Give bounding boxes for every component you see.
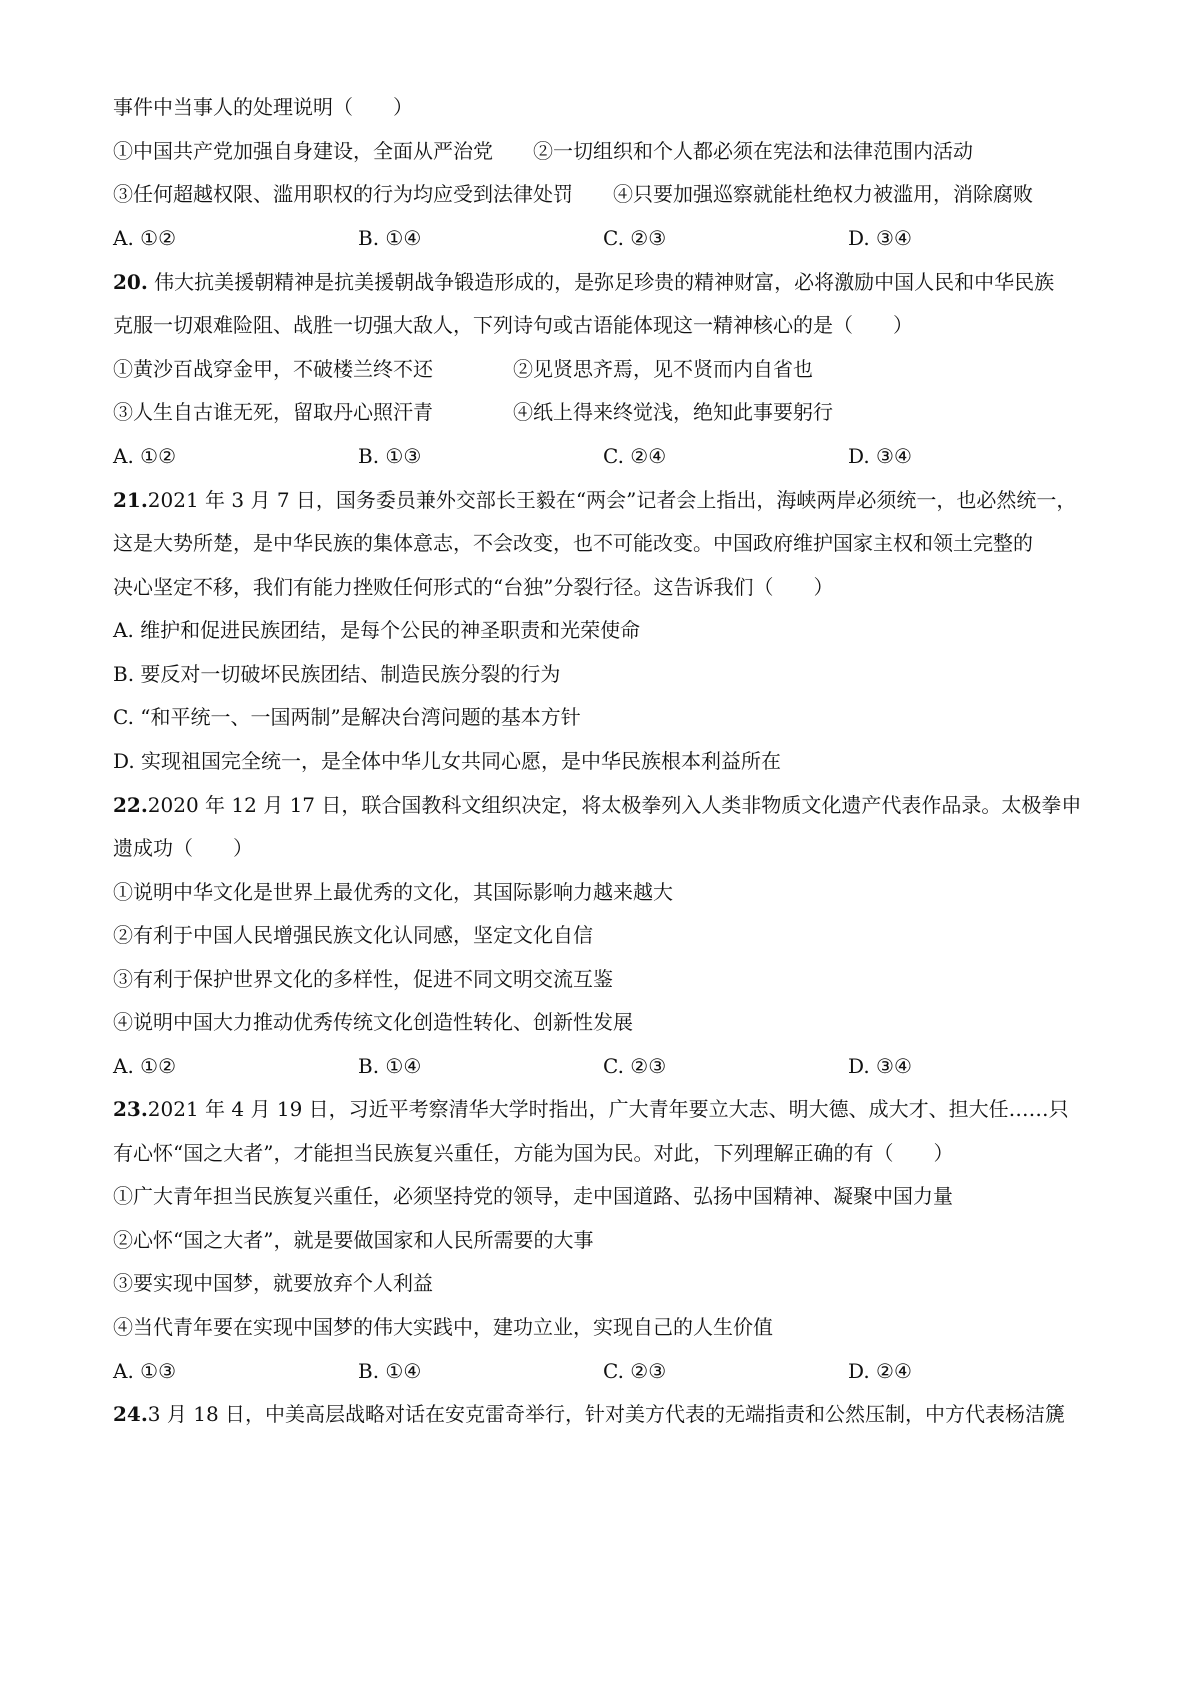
q23-statement-1: ①广大青年担当民族复兴重任，必须坚持党的领导，走中国道路、弘扬中国精神、凝聚中国力量 <box>113 1184 953 1208</box>
q23-option-b[interactable]: B. ①④ <box>358 1359 422 1383</box>
q21-option-c[interactable]: C. “和平统一、一国两制”是解决台湾问题的基本方针 <box>113 705 581 729</box>
q22-stem-line-1 <box>113 790 1104 820</box>
q20-stem-line-1 <box>113 267 1104 297</box>
q22-text: 2020 年 12 月 17 日，联合国教科文组织决定，将太极拳列入人类非物质文化遗产代表作品录。太极拳申 <box>147 793 1082 817</box>
q22-statement-1: ①说明中华文化是世界上最优秀的文化，其国际影响力越来越大 <box>113 880 673 904</box>
q19-options <box>113 223 1104 253</box>
q21-number: 21. <box>113 488 148 512</box>
q22-number: 22. <box>113 793 148 817</box>
q19-statements-3-4: ③任何超越权限、滥用职权的行为均应受到法律处罚 ④只要加强巡察就能杜绝权力被滥用，消除腐败 <box>113 182 1033 206</box>
q19-stem-continuation: 事件中当事人的处理说明（ ） <box>113 95 413 119</box>
q22-statement-2: ②有利于中国人民增强民族文化认同感，坚定文化自信 <box>113 923 593 947</box>
q20-option-c[interactable]: C. ②④ <box>603 444 667 468</box>
q21-option-b[interactable]: B. 要反对一切破坏民族团结、制造民族分裂的行为 <box>113 662 561 686</box>
q21-stem-line-2: 这是大势所楚，是中华民族的集体意志，不会改变，也不可能改变。中国政府维护国家主权和领土完整的 <box>113 531 1033 555</box>
q20-options <box>113 441 1104 471</box>
q21-option-d[interactable]: D. 实现祖国完全统一，是全体中华儿女共同心愿，是中华民族根本利益所在 <box>113 749 782 773</box>
q20-number: 20. <box>113 270 148 294</box>
q23-statement-3: ③要实现中国梦，就要放弃个人利益 <box>113 1271 433 1295</box>
q19-option-d[interactable]: D. ③④ <box>848 226 912 250</box>
q20-statements-1-2: ①黄沙百战穿金甲，不破楼兰终不还 ②见贤思齐焉，见不贤而内自省也 <box>113 357 813 381</box>
q21-stem-line-3: 决心坚定不移，我们有能力挫败任何形式的“台独”分裂行径。这告诉我们（ ） <box>113 575 834 599</box>
q23-number: 23. <box>113 1097 148 1121</box>
q19-option-c[interactable]: C. ②③ <box>603 226 667 250</box>
q19-statements-1-2: ①中国共产党加强自身建设，全面从严治党 ②一切组织和个人都必须在宪法和法律范围内活动 <box>113 139 973 163</box>
q23-stem-line-1 <box>113 1094 1104 1124</box>
q23-option-c[interactable]: C. ②③ <box>603 1359 667 1383</box>
q21-stem-line-1 <box>113 485 1104 515</box>
q22-option-a[interactable]: A. ①② <box>113 1054 177 1078</box>
q22-options <box>113 1051 1104 1081</box>
q21-text: 2021 年 3 月 7 日，国务委员兼外交部长王毅在“两会”记者会上指出，海峡两岸必须统一，也必然统一， <box>147 488 1077 512</box>
q22-option-b[interactable]: B. ①④ <box>358 1054 422 1078</box>
q20-option-b[interactable]: B. ①③ <box>358 444 422 468</box>
q24-number: 24. <box>113 1402 148 1426</box>
q24-text: 3 月 18 日，中美高层战略对话在安克雷奇举行，针对美方代表的无端指责和公然压制，中方代表杨洁篪 <box>147 1402 1066 1426</box>
q22-option-d[interactable]: D. ③④ <box>848 1054 912 1078</box>
q19-option-b[interactable]: B. ①④ <box>358 226 422 250</box>
q23-stem-line-2: 有心怀“国之大者”，才能担当民族复兴重任，方能为国为民。对此，下列理解正确的有（ ） <box>113 1141 954 1165</box>
q21-option-a[interactable]: A. 维护和促进民族团结，是每个公民的神圣职责和光荣使命 <box>113 618 641 642</box>
q20-stem-line-2: 克服一切艰难险阻、战胜一切强大敌人，下列诗句或古语能体现这一精神核心的是（ ） <box>113 313 913 337</box>
q22-statement-3: ③有利于保护世界文化的多样性，促进不同文明交流互鉴 <box>113 967 613 991</box>
q23-options <box>113 1356 1104 1386</box>
q23-text: 2021 年 4 月 19 日，习近平考察清华大学时指出，广大青年要立大志、明大德、成大才、担大任……只 <box>147 1097 1069 1121</box>
q23-statement-4: ④当代青年要在实现中国梦的伟大实践中，建功立业，实现自己的人生价值 <box>113 1315 773 1339</box>
q23-option-d[interactable]: D. ②④ <box>848 1359 912 1383</box>
q20-text: 伟大抗美援朝精神是抗美援朝战争锻造形成的，是弥足珍贵的精神财富，必将激励中国人民和中华民族 <box>147 270 1055 294</box>
q20-option-a[interactable]: A. ①② <box>113 444 177 468</box>
q23-option-a[interactable]: A. ①③ <box>113 1359 177 1383</box>
q22-option-c[interactable]: C. ②③ <box>603 1054 667 1078</box>
q24-stem-line-1 <box>113 1399 1104 1429</box>
q22-stem-line-2: 遗成功（ ） <box>113 836 253 860</box>
q19-option-a[interactable]: A. ①② <box>113 226 177 250</box>
q23-statement-2: ②心怀“国之大者”，就是要做国家和人民所需要的大事 <box>113 1228 594 1252</box>
q20-statements-3-4: ③人生自古谁无死，留取丹心照汗青 ④纸上得来终觉浅，绝知此事要躬行 <box>113 400 833 424</box>
q22-statement-4: ④说明中国大力推动优秀传统文化创造性转化、创新性发展 <box>113 1010 633 1034</box>
q20-option-d[interactable]: D. ③④ <box>848 444 912 468</box>
